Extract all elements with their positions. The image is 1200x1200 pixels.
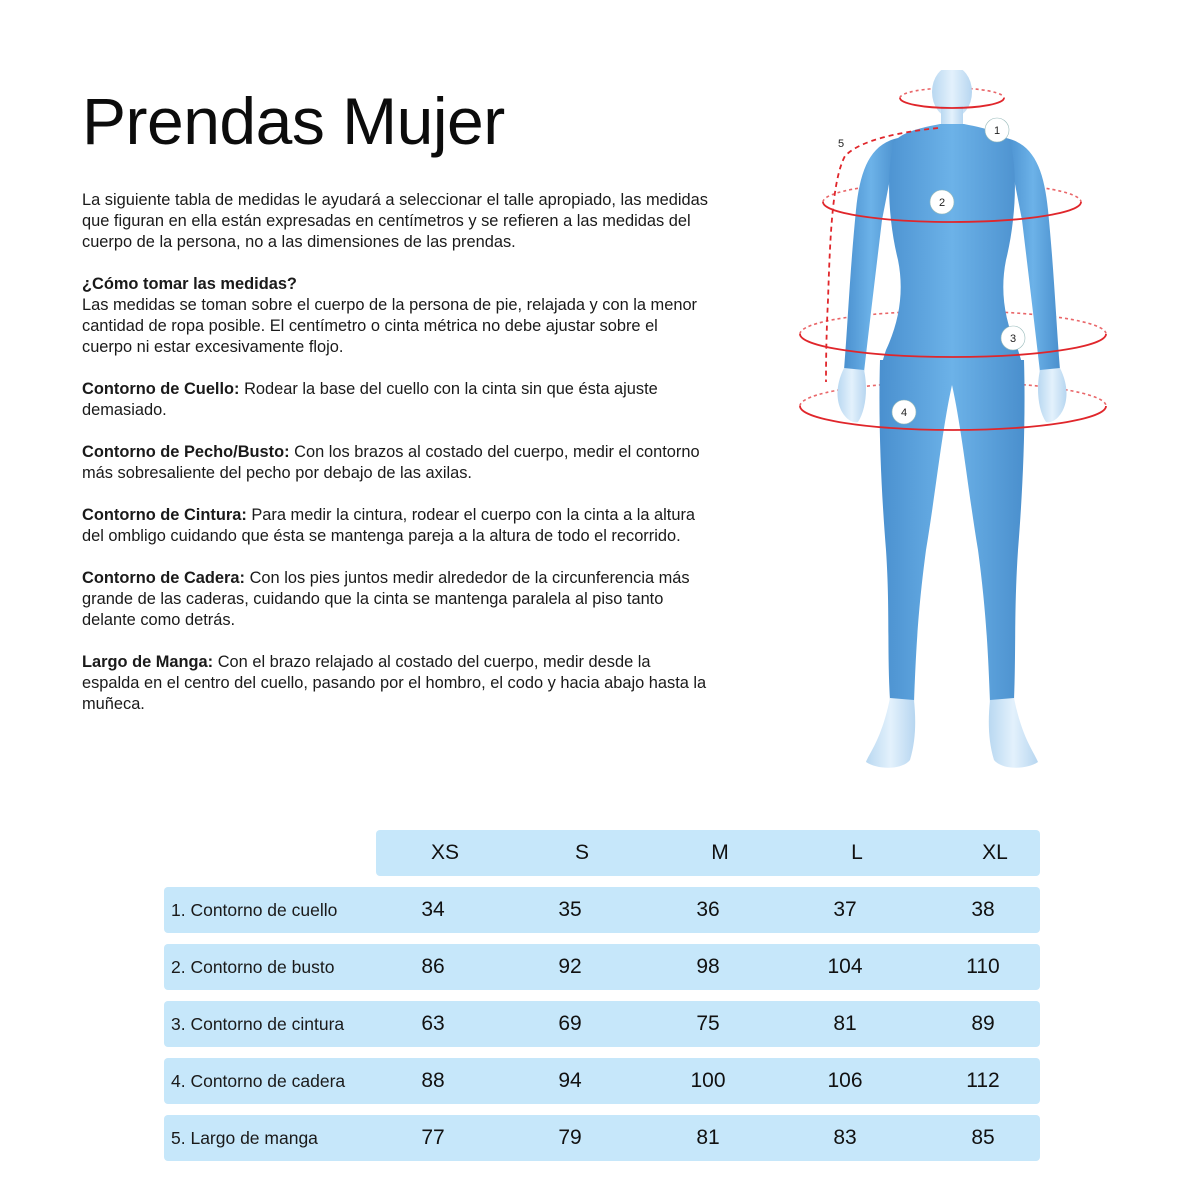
intro-paragraph: La siguiente tabla de medidas le ayudará a seleccionar el talle apropiado, las medidas que figuran en ella están expresadas en centímetros y se refieren a las medidas del cuerpo de la persona, no a las dimensiones de las prendas. xyxy=(82,191,708,251)
size-header-s: S xyxy=(574,841,589,864)
svg-text:1: 1 xyxy=(993,125,1001,137)
definition-term: Contorno de Cadera: xyxy=(82,569,246,587)
row-label: 1. Contorno de cuello xyxy=(171,900,338,920)
marker-4 xyxy=(892,400,916,424)
definition-bust xyxy=(82,442,712,484)
definition-sleeve xyxy=(82,652,712,715)
table-cell: 104 xyxy=(827,955,863,978)
table-cell: 37 xyxy=(833,898,857,921)
svg-text:3: 3 xyxy=(1009,333,1017,345)
table-cell: 100 xyxy=(690,1069,726,1092)
table-cell: 89 xyxy=(971,1012,995,1035)
table-cell: 112 xyxy=(966,1069,1000,1092)
table-cell: 34 xyxy=(421,898,445,921)
mannequin-left-hand xyxy=(837,368,866,422)
definition-hip xyxy=(82,568,712,631)
table-cell: 92 xyxy=(558,955,582,978)
row-label: 2. Contorno de busto xyxy=(171,957,335,977)
definition-text: Con el brazo relajado al costado del cuerpo, medir desde la espalda en el centro del cuello, pasando por el hombro, el codo y hacia abajo hasta la muñeca. xyxy=(82,653,707,713)
mannequin-right-hand xyxy=(1038,368,1067,422)
svg-text:2: 2 xyxy=(938,197,946,209)
table-cell: 98 xyxy=(696,955,720,978)
table-header-row xyxy=(376,830,1040,876)
table-cell: 81 xyxy=(696,1126,720,1149)
table-row-hip xyxy=(164,1058,1040,1104)
table-cell: 63 xyxy=(421,1012,445,1035)
table-row-neck xyxy=(164,887,1040,933)
table-cell: 77 xyxy=(421,1126,445,1149)
table-row-sleeve xyxy=(164,1115,1040,1161)
definition-term: Contorno de Cintura: xyxy=(82,506,247,524)
page-title: Prendas Mujer xyxy=(82,84,505,158)
row-label: 5. Largo de manga xyxy=(171,1128,318,1148)
table-cell: 69 xyxy=(558,1012,582,1035)
table-cell: 85 xyxy=(971,1126,995,1149)
size-header-xl: XL xyxy=(982,841,1008,864)
size-header-l: L xyxy=(851,841,863,864)
table-cell: 35 xyxy=(558,898,582,921)
table-cell: 83 xyxy=(833,1126,857,1149)
table-cell: 86 xyxy=(421,955,445,978)
mannequin-illustration xyxy=(790,70,1120,775)
table-cell: 94 xyxy=(558,1069,582,1092)
mannequin-left-foot xyxy=(866,698,915,768)
definition-term: Contorno de Cuello: xyxy=(82,380,240,398)
instructions-text xyxy=(82,190,712,736)
marker-2 xyxy=(930,190,954,214)
table-cell: 81 xyxy=(833,1012,857,1035)
table-cell: 38 xyxy=(971,898,995,921)
marker-3 xyxy=(1001,326,1025,350)
table-cell: 106 xyxy=(827,1069,863,1092)
definition-neck xyxy=(82,379,712,421)
definition-term: Contorno de Pecho/Busto: xyxy=(82,443,290,461)
size-header-xs: XS xyxy=(430,841,459,864)
how-to-heading: ¿Cómo tomar las medidas? xyxy=(82,275,297,293)
definition-text: Rodear la base del cuello con la cinta sin que ésta ajuste demasiado. xyxy=(82,380,658,419)
definition-text: Con los pies juntos medir alrededor de la circunferencia más grande de las caderas, cuidando que la cinta se mantenga paralela al piso tanto delante como detrás. xyxy=(82,569,690,629)
row-label: 4. Contorno de cadera xyxy=(171,1071,346,1091)
definition-text: Con los brazos al costado del cuerpo, medir el contorno más sobresaliente del pecho por debajo de las axilas. xyxy=(82,443,700,482)
table-cell: 88 xyxy=(421,1069,445,1092)
table-cell: 110 xyxy=(966,955,1000,978)
table-cell: 36 xyxy=(696,898,720,921)
how-to-paragraph xyxy=(82,274,712,358)
table-row-bust xyxy=(164,944,1040,990)
marker-1 xyxy=(985,118,1009,142)
size-header-m: M xyxy=(711,841,729,864)
marker-5: 5 xyxy=(837,138,845,150)
svg-text:4: 4 xyxy=(900,407,908,419)
table-cell: 75 xyxy=(696,1012,720,1035)
table-cell: 79 xyxy=(558,1126,582,1149)
definition-text: Para medir la cintura, rodear el cuerpo con la cinta a la altura del ombligo cuidando que ésta se mantenga pareja a la altura de todo el recorrido. xyxy=(82,506,696,545)
definition-waist xyxy=(82,505,712,547)
row-label: 3. Contorno de cintura xyxy=(171,1014,345,1034)
mannequin-right-foot xyxy=(989,698,1038,768)
how-to-text: Las medidas se toman sobre el cuerpo de la persona de pie, relajada y con la menor cantidad de ropa posible. El centímetro o cinta métrica no debe ajustar sobre el cuerpo ni estar excesivamente flojo. xyxy=(82,296,698,356)
table-row-waist xyxy=(164,1001,1040,1047)
definition-term: Largo de Manga: xyxy=(82,653,214,671)
